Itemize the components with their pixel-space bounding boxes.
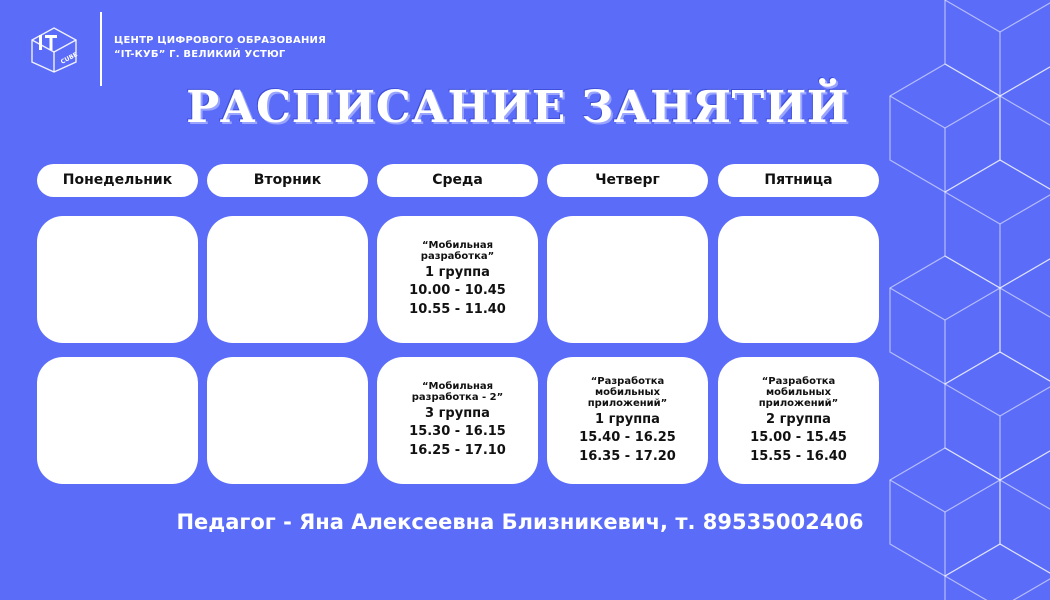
lesson-time-1: 10.00 - 10.45: [409, 283, 506, 298]
schedule-cell-tuesday-1: [207, 216, 368, 343]
lesson-group: 1 группа: [595, 411, 660, 427]
org-line-1: ЦЕНТР ЦИФРОВОГО ОБРАЗОВАНИЯ: [114, 35, 326, 46]
lesson-time-2: 16.25 - 17.10: [409, 443, 506, 458]
schedule-cell-monday-2: [37, 357, 198, 484]
lesson-time-1: 15.00 - 15.45: [750, 429, 847, 445]
header-divider: [100, 12, 102, 86]
schedule-cell-thursday-1: [547, 216, 708, 343]
day-header-monday: Понедельник: [37, 164, 198, 197]
day-header-friday: Пятница: [718, 164, 879, 197]
schedule-cell-monday-1: [37, 216, 198, 343]
lesson-subject: “Разработка мобильных приложений”: [758, 375, 839, 409]
lesson-subject: “Разработка мобильных приложений”: [587, 375, 668, 409]
schedule-cell-tuesday-2: [207, 357, 368, 484]
day-header-wednesday: Среда: [377, 164, 538, 197]
schedule-title: РАСПИСАНИЕ ЗАНЯТИЙ: [186, 82, 849, 133]
organization-name: [114, 34, 326, 62]
lesson-subject: “Мобильная разработка - 2”: [411, 381, 504, 403]
teacher-contact: Педагог - Яна Алексеевна Близникевич, т. 89535002406: [176, 510, 864, 534]
svg-text:CUBE: CUBE: [59, 51, 79, 66]
lesson-time-2: 10.55 - 11.40: [409, 302, 506, 317]
lesson-group: 3 группа: [425, 406, 490, 421]
lesson-time-1: 15.40 - 16.25: [579, 429, 676, 445]
lesson-time-2: 16.35 - 17.20: [579, 448, 676, 464]
day-header-tuesday: Вторник: [207, 164, 368, 197]
org-line-2: “IT-КУБ” Г. ВЕЛИКИЙ УСТЮГ: [114, 49, 286, 60]
lesson-group: 1 группа: [425, 265, 490, 280]
day-header-thursday: Четверг: [547, 164, 708, 197]
schedule-cell-wednesday-1: [377, 216, 538, 343]
schedule-cell-friday-2: [718, 357, 879, 484]
schedule-cell-friday-1: [718, 216, 879, 343]
lesson-subject: “Мобильная разработка”: [420, 240, 495, 262]
lesson-time-2: 15.55 - 16.40: [750, 448, 847, 464]
schedule-cell-wednesday-2: [377, 357, 538, 484]
lesson-time-1: 15.30 - 16.15: [409, 424, 506, 439]
lesson-group: 2 группа: [766, 411, 831, 427]
it-cube-logo: [28, 26, 80, 74]
schedule-cell-thursday-2: [547, 357, 708, 484]
